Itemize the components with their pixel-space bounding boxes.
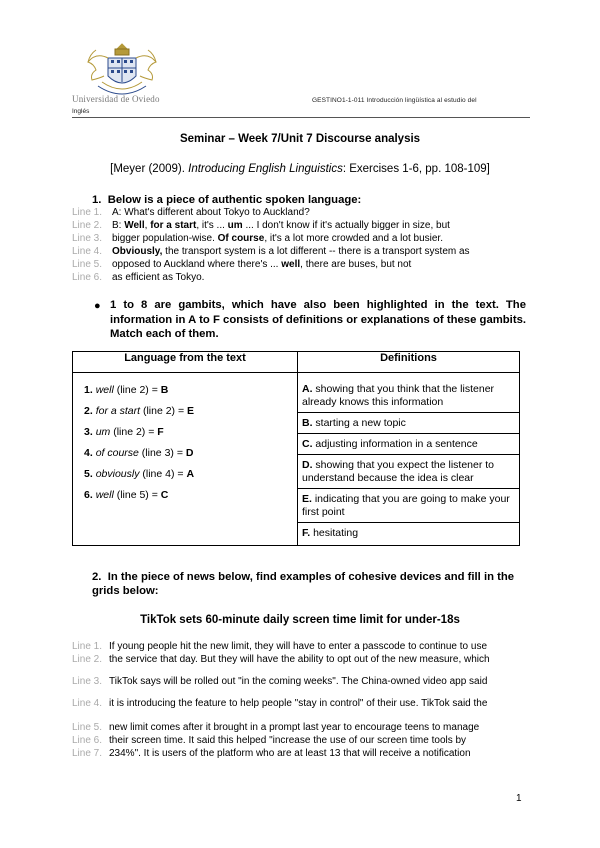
definition-text: hesitating <box>310 527 359 539</box>
news-text: it is introducing the feature to help people "stay in control" of their use. TikTok said the <box>109 698 488 709</box>
line-label: Line 2. <box>72 654 103 665</box>
university-name: Universidad de Oviedo <box>72 94 160 104</box>
line-label: Line 4. <box>72 246 103 257</box>
language-item <box>84 447 297 460</box>
news-line <box>72 697 530 710</box>
item-number: 6. <box>84 489 93 501</box>
news-line <box>72 747 530 760</box>
definition-letter: A. <box>302 383 313 395</box>
line-label: Line 3. <box>72 233 103 244</box>
news-text: their screen time. It said this helped "increase the use of our screen time tools by <box>109 735 467 746</box>
page-number: 1 <box>516 793 522 804</box>
gambit-term: of course <box>95 447 139 459</box>
language-item <box>84 489 297 502</box>
line-reference: (line 3) = <box>138 447 186 459</box>
transcript-line <box>72 258 411 271</box>
line-reference: (line 5) = <box>113 489 161 501</box>
gambits-instruction: 1 to 8 are gambits, which have also been highlighted in the text. The information in A to F consists of definitions or explanations of these gambits. Match each of them. <box>110 299 526 340</box>
language-column-header: Language from the text <box>73 352 298 373</box>
definition-item <box>298 413 519 434</box>
definition-text: starting a new topic <box>312 417 406 429</box>
news-line <box>72 653 530 666</box>
definition-letter: F. <box>302 527 311 539</box>
course-code: GESTINO1-1-011 Introducción lingüística al estudio del <box>312 97 477 104</box>
transcript-text: , it's a lot more crowded and a lot busier. <box>264 233 443 244</box>
definitions-cell <box>298 373 520 546</box>
definition-text: showing that you expect the listener to understand because the idea is clear <box>302 459 495 484</box>
news-title: TikTok sets 60-minute daily screen time limit for under-18s <box>140 614 460 626</box>
line-label: Line 5. <box>72 259 103 270</box>
language-list <box>73 384 297 502</box>
gambit-term: well <box>95 384 114 396</box>
news-line <box>72 721 530 734</box>
page-title: Seminar – Week 7/Unit 7 Discourse analysis <box>179 133 421 145</box>
definition-letter: E. <box>302 493 312 505</box>
transcript-line <box>72 245 470 258</box>
gambit-term: obviously <box>95 468 140 480</box>
answer-letter: B <box>160 384 169 396</box>
gambit-highlight: Of course <box>217 233 265 244</box>
news-line <box>72 640 530 653</box>
definition-item <box>298 489 519 523</box>
definitions-column-header: Definitions <box>298 352 520 373</box>
gambit-highlight: Well <box>124 220 145 231</box>
line-label: Line 5. <box>72 722 103 733</box>
line-reference: (line 2) = <box>140 405 188 417</box>
transcript-line <box>72 206 310 219</box>
transcript-text: opposed to Auckland where there's ... <box>112 259 282 270</box>
definition-letter: D. <box>302 459 313 471</box>
language-item <box>84 405 297 418</box>
transcript-line <box>72 219 450 232</box>
news-line <box>72 675 530 688</box>
gambit-highlight: for a start <box>150 220 197 231</box>
news-text: If young people hit the new limit, they will have to enter a passcode to continue to use <box>109 641 488 652</box>
news-text: the service that day. But they will have the ability to opt out of the new measure, which <box>109 654 490 665</box>
definition-item <box>298 455 519 489</box>
line-label: Line 1. <box>72 207 103 218</box>
transcript-text: ... I don't know if it's actually bigger in size, but <box>242 220 450 231</box>
gambit-highlight: um <box>227 220 243 231</box>
answer-letter: C <box>160 489 169 501</box>
transcript-text: B: <box>112 220 125 231</box>
language-item <box>84 468 297 481</box>
question-1-text: Below is a piece of authentic spoken language: <box>107 194 362 206</box>
definition-letter: B. <box>302 417 313 429</box>
gambit-term: for a start <box>95 405 141 417</box>
question-2-text: In the piece of news below, find examples of cohesive devices and fill in the grids below: <box>92 571 515 597</box>
definition-text: adjusting information in a sentence <box>312 438 478 450</box>
answer-letter: E <box>187 405 195 417</box>
line-label: Line 2. <box>72 220 103 231</box>
line-label: Line 4. <box>72 698 103 709</box>
reference-line <box>0 163 600 175</box>
reference-suffix: : Exercises 1-6, pp. 108-109] <box>342 163 490 175</box>
bullet-icon: ● <box>94 300 101 312</box>
question-2 <box>92 570 528 598</box>
definition-text: showing that you think that the listener already knows this information <box>302 383 495 408</box>
definition-item <box>298 523 519 545</box>
line-reference: (line 2) = <box>110 426 158 438</box>
transcript-text: , there are buses, but not <box>300 259 412 270</box>
item-number: 3. <box>84 426 93 438</box>
definition-text: indicating that you are going to make your first point <box>302 493 510 518</box>
transcript-text: as efficient as Tokyo. <box>112 272 205 283</box>
transcript-line <box>72 232 443 245</box>
news-text: new limit comes after it brought in a prompt last year to encourage teens to manage <box>109 722 480 733</box>
definition-item <box>298 434 519 455</box>
line-label: Line 3. <box>72 676 103 687</box>
gambit-highlight: well <box>281 259 301 270</box>
line-label: Line 7. <box>72 748 103 759</box>
gambit-term: well <box>95 489 114 501</box>
item-number: 2. <box>84 405 93 417</box>
language-cell <box>73 373 298 546</box>
question-1-number: 1. <box>92 194 102 206</box>
transcript-text: bigger population-wise. <box>112 233 218 244</box>
transcript-text: the transport system is a lot different -- there is a transport system as <box>162 246 470 257</box>
line-label: Line 6. <box>72 272 103 283</box>
transcript-text: A: What's different about Tokyo to Auckland? <box>112 207 310 218</box>
news-text: 234%". It is users of the platform who are at least 13 that will receive a notification <box>109 748 471 759</box>
news-line <box>72 734 530 747</box>
item-number: 5. <box>84 468 93 480</box>
matching-table <box>72 351 520 546</box>
question-2-number: 2. <box>92 571 102 583</box>
transcript-line <box>72 271 204 284</box>
gambit-term: um <box>95 426 111 438</box>
line-reference: (line 2) = <box>113 384 161 396</box>
header-divider <box>72 117 530 118</box>
answer-letter: A <box>186 468 195 480</box>
language-item <box>84 426 297 439</box>
transcript-text: , <box>144 220 151 231</box>
answer-letter: F <box>157 426 164 438</box>
item-number: 4. <box>84 447 93 459</box>
definition-item <box>298 373 519 413</box>
line-label: Line 1. <box>72 641 103 652</box>
course-language: Inglés <box>72 108 90 115</box>
gambit-highlight: Obviously, <box>112 246 163 257</box>
definitions-list <box>298 373 519 545</box>
news-text: TikTok says will be rolled out "in the coming weeks". The China-owned video app said <box>109 676 488 687</box>
answer-letter: D <box>185 447 194 459</box>
reference-book-title: Introducing English Linguistics <box>188 163 343 175</box>
definition-letter: C. <box>302 438 313 450</box>
transcript-text: , it's ... <box>196 220 228 231</box>
item-number: 1. <box>84 384 93 396</box>
line-label: Line 6. <box>72 735 103 746</box>
language-item <box>84 384 297 397</box>
question-1 <box>92 193 361 207</box>
line-reference: (line 4) = <box>139 468 187 480</box>
reference-prefix: [Meyer (2009). <box>110 163 189 175</box>
